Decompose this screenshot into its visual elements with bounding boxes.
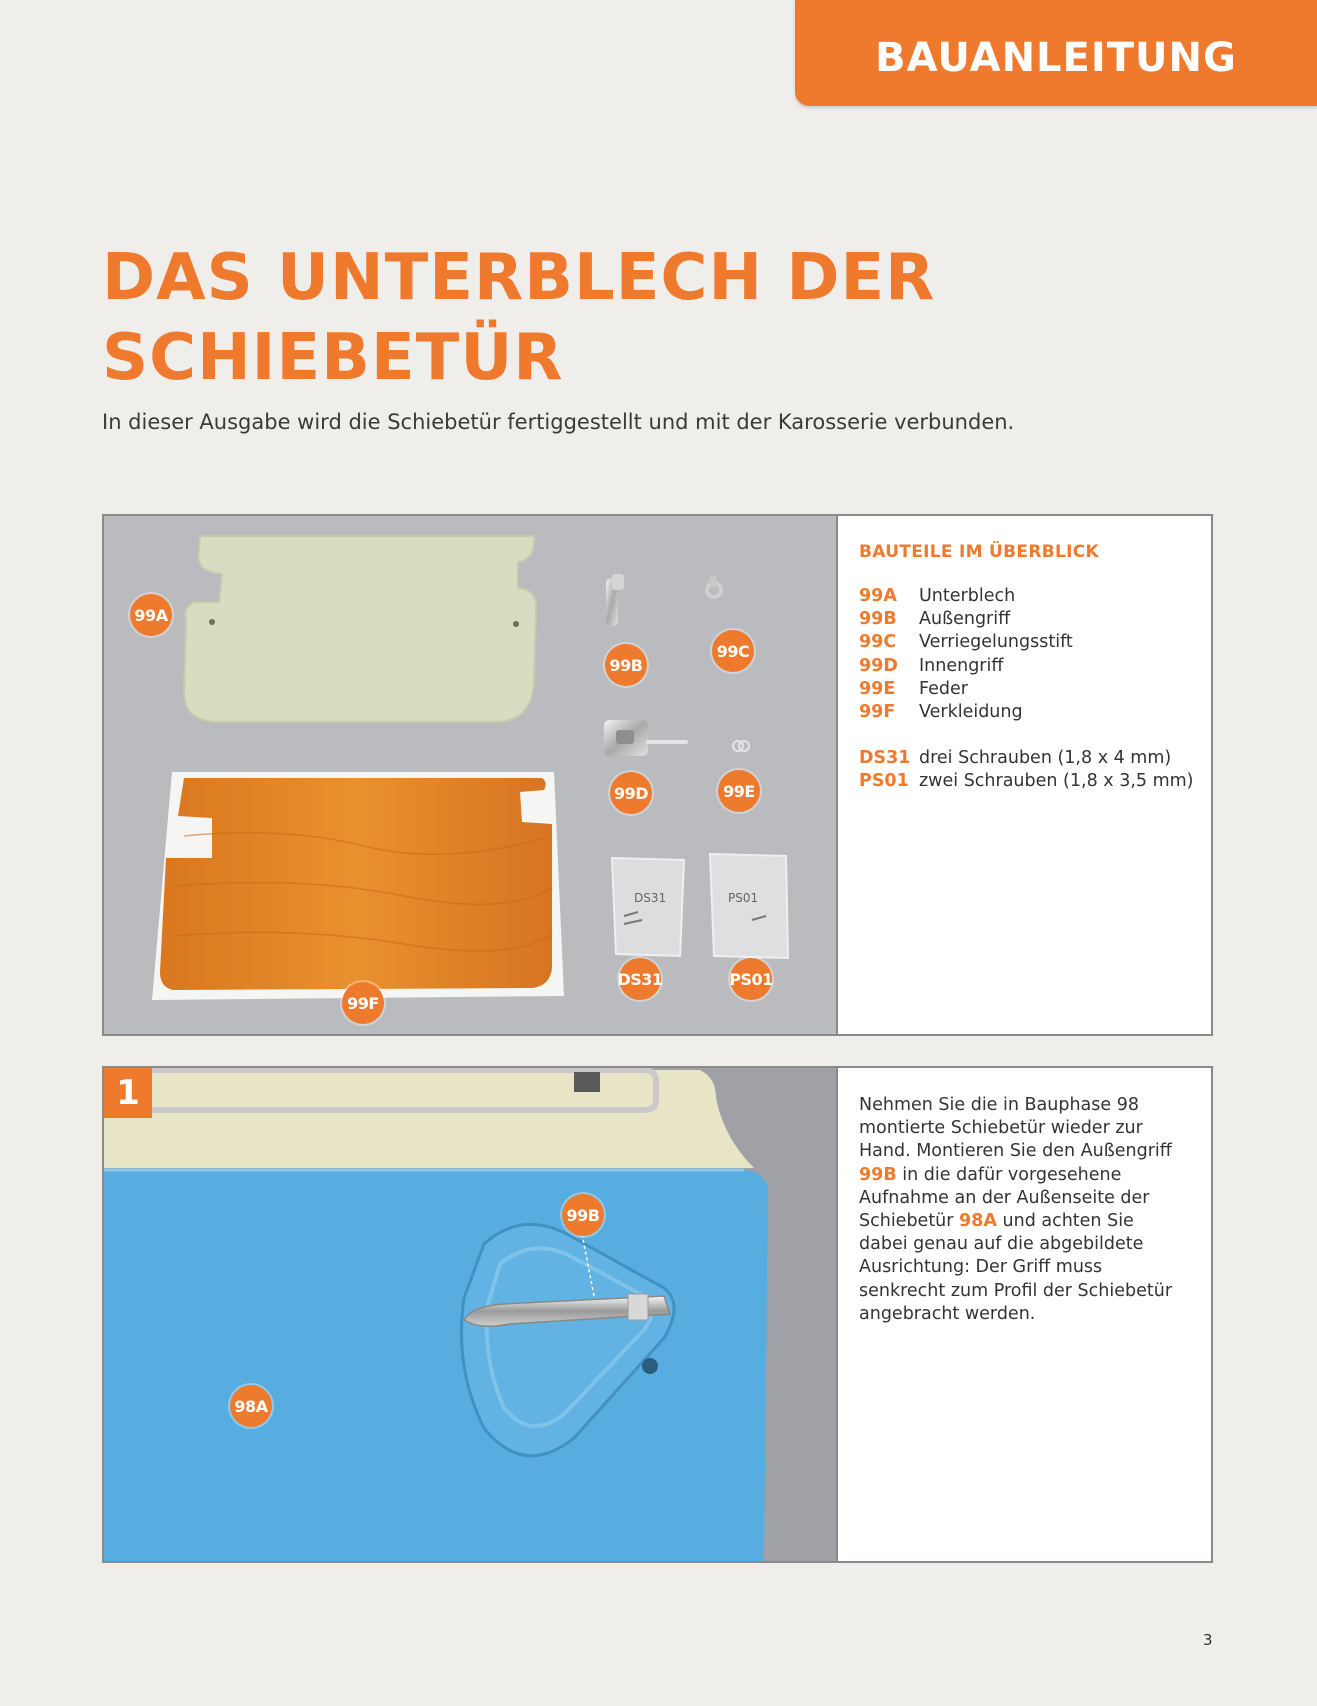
badge-99d: 99D bbox=[610, 772, 652, 814]
badge-99e: 99E bbox=[718, 770, 760, 812]
step-1-photo bbox=[104, 1068, 838, 1561]
part-code: 99B bbox=[859, 609, 897, 630]
part-name: Verkleidung bbox=[919, 701, 1023, 722]
screw-bag-ds31 bbox=[612, 858, 684, 956]
parts-list-item bbox=[859, 771, 1194, 794]
part-code: 99D bbox=[859, 655, 898, 676]
step-1-ref-98a: 98A bbox=[959, 1211, 997, 1232]
parts-list-item bbox=[859, 632, 1194, 655]
step-1-ref-99b: 99B bbox=[859, 1164, 897, 1185]
badge-99c: 99C bbox=[712, 630, 754, 672]
part-name: zwei Schrauben (1,8 x 3,5 mm) bbox=[919, 771, 1194, 792]
step-number: 1 bbox=[104, 1068, 152, 1118]
badge-99a: 99A bbox=[130, 594, 172, 636]
badge-99b: 99B bbox=[605, 644, 647, 686]
part-name: Innengriff bbox=[919, 655, 1004, 676]
step-1-text-part: Nehmen Sie die in Bauphase 98 montierte Schiebetür wieder zur Hand. Montieren Sie den Außengriff bbox=[859, 1095, 1172, 1162]
section-header-label: BAUANLEITUNG bbox=[875, 35, 1237, 81]
part-99d-inner-handle bbox=[604, 720, 686, 756]
section-header-tab bbox=[795, 0, 1317, 106]
door-illustration bbox=[104, 1068, 836, 1561]
parts-list bbox=[859, 586, 1194, 795]
bag-ds31-label: DS31 bbox=[634, 891, 667, 905]
parts-list-item bbox=[859, 609, 1194, 632]
parts-list-item bbox=[859, 702, 1194, 725]
part-name: drei Schrauben (1,8 x 4 mm) bbox=[919, 748, 1172, 769]
step-1-instruction bbox=[859, 1094, 1184, 1326]
part-code: PS01 bbox=[859, 771, 909, 792]
badge-ds31: DS31 bbox=[619, 958, 661, 1000]
part-99b-outer-handle bbox=[606, 574, 624, 626]
part-name: Verriegelungsstift bbox=[919, 632, 1073, 653]
parts-list-item bbox=[859, 748, 1194, 771]
step-1-text-part: und achten Sie dabei genau auf die abgebildete Ausrichtung: Der Griff muss senkrecht zum Profil der Schiebetür angebracht werden. bbox=[859, 1211, 1173, 1324]
page-subtitle: In dieser Ausgabe wird die Schiebetür fertiggestellt und mit der Karosserie verbunden. bbox=[102, 410, 1015, 434]
step-1-text-part: in die dafür vorgesehene Aufnahme an der Außenseite der Schiebetür bbox=[859, 1164, 1150, 1232]
step-1-panel bbox=[102, 1066, 1213, 1563]
part-99a-underpanel bbox=[184, 536, 536, 722]
page-number: 3 bbox=[1203, 1631, 1213, 1649]
part-code: 99C bbox=[859, 632, 897, 653]
page-title-line2: SCHIEBETÜR bbox=[102, 321, 564, 395]
part-name: Unterblech bbox=[919, 586, 1016, 606]
bag-ps01-label: PS01 bbox=[728, 891, 759, 905]
screw-bag-ps01 bbox=[710, 854, 788, 958]
part-99e-spring bbox=[733, 741, 749, 751]
page-title-line1: DAS UNTERBLECH DER bbox=[102, 241, 936, 315]
badge-98a: 98A bbox=[230, 1385, 272, 1427]
parts-heading: BAUTEILE IM ÜBERBLICK bbox=[859, 542, 1099, 562]
parts-list-item bbox=[859, 679, 1194, 702]
part-name: Außengriff bbox=[919, 609, 1011, 630]
part-name: Feder bbox=[919, 678, 968, 699]
part-code: DS31 bbox=[859, 748, 911, 769]
badge-ps01: PS01 bbox=[730, 958, 772, 1000]
page-title bbox=[102, 238, 1102, 398]
part-99f-trim bbox=[152, 772, 564, 1000]
badge-99b-step: 99B bbox=[562, 1194, 604, 1236]
parts-overview-panel bbox=[102, 514, 1213, 1036]
part-code: 99E bbox=[859, 678, 896, 699]
part-code: 99A bbox=[859, 586, 897, 606]
parts-photo bbox=[104, 516, 838, 1034]
part-code: 99F bbox=[859, 701, 896, 722]
parts-list-item bbox=[859, 656, 1194, 679]
badge-99f: 99F bbox=[342, 982, 384, 1024]
part-99c-locking-pin bbox=[707, 576, 721, 597]
parts-list-item bbox=[859, 586, 1194, 609]
